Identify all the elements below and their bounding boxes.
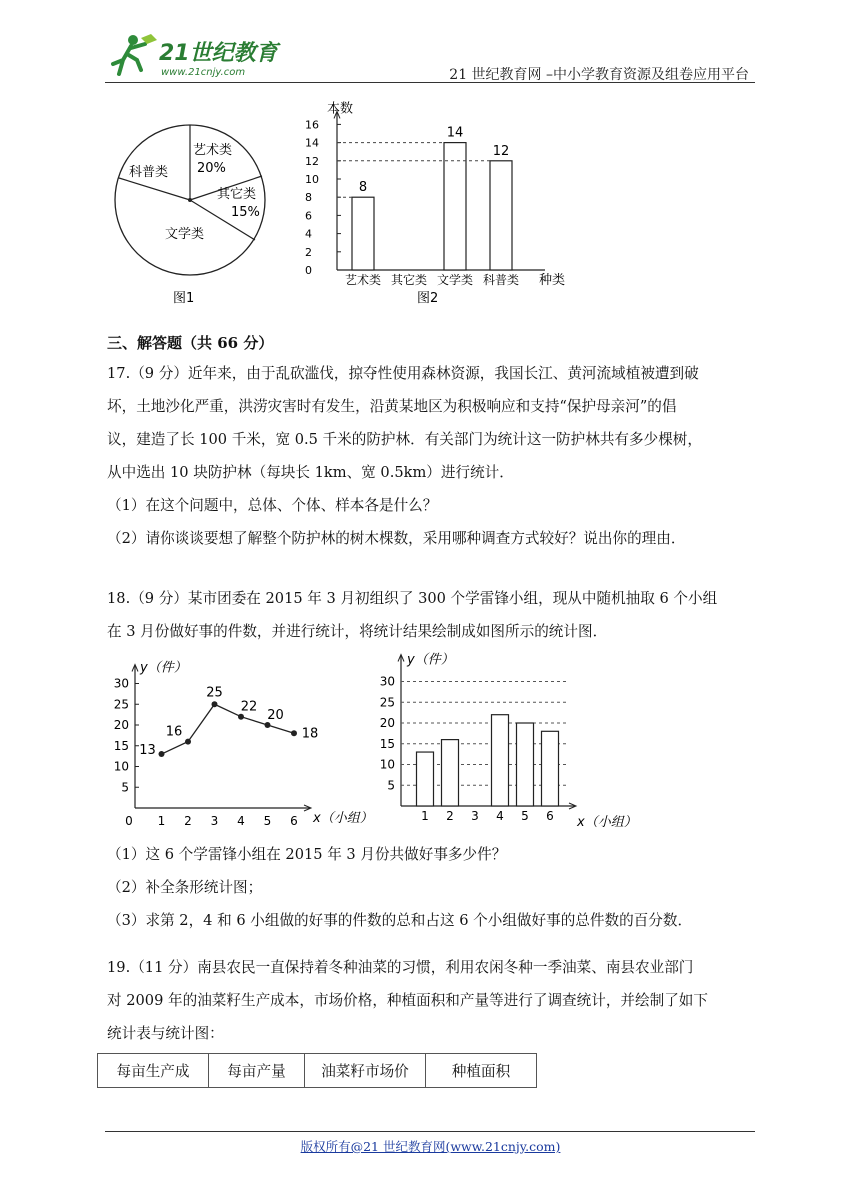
x-axis-label: 种类 [539, 273, 566, 288]
x-tick-label: 4 [496, 809, 504, 823]
table-row [98, 1054, 537, 1088]
y-tick-label: 10 [113, 759, 129, 774]
y-tick-label: 20 [113, 718, 129, 732]
section-title: 三、解答题（共 66 分） [107, 334, 274, 352]
x-tick-label: 6 [546, 809, 554, 823]
y-tick-label: 6 [305, 209, 312, 223]
y-axis-label: y（件） [140, 660, 187, 676]
y-tick-label: 15 [379, 736, 395, 751]
table-header-cell: 种植面积 [426, 1054, 537, 1088]
y-tick-label: 30 [379, 674, 395, 689]
data-point [212, 701, 218, 707]
data-label: 18 [301, 726, 319, 742]
y-tick-label: 5 [387, 778, 395, 793]
bar [352, 197, 374, 270]
logo-text: 21世纪教育 [159, 41, 278, 66]
question-19 [107, 951, 757, 1050]
q18-figures-svg [105, 648, 665, 838]
pie-chart [115, 125, 265, 306]
q17-line: 从中选出 10 块防护林（每块长 1km、宽 0.5km）进行统计． [107, 464, 514, 481]
bar-chart-good-deeds [380, 652, 637, 831]
data-point [291, 730, 297, 736]
footer-rule [105, 1131, 755, 1132]
x-tick-label: 文学类 [436, 273, 474, 287]
x-tick-label: 科普类 [482, 273, 520, 287]
x-tick-label: 其它类 [390, 273, 428, 287]
table-header-cell: 每亩生产成 [98, 1054, 209, 1088]
x-tick-label: 6 [290, 814, 298, 828]
bar-value-label: 8 [358, 180, 368, 196]
y-tick-label: 0 [305, 264, 312, 277]
logo-url-text: www.21cnjy.com [161, 67, 246, 78]
x-axis-label: x（小组） [577, 815, 637, 830]
x-tick-label: 1 [157, 814, 166, 828]
data-label: 13 [139, 743, 156, 759]
footer-link[interactable]: 版权所有@21 世纪教育网(www.21cnjy.com) [300, 1139, 561, 1154]
pie-label-science: 科普类 [129, 165, 169, 180]
y-tick-label: 30 [113, 676, 129, 691]
x-tick-label: 2 [184, 814, 192, 828]
bar [490, 161, 512, 270]
data-label: 22 [240, 699, 258, 715]
data-point [159, 751, 165, 757]
q17-line: 坏，土地沙化严重，洪涝灾害时有发生，沿黄某地区为积极响应和支持“保护母亲河”的倡 [107, 398, 677, 415]
runner-icon [113, 34, 157, 74]
top-figures-svg [105, 101, 585, 310]
bar [444, 143, 466, 270]
q17-sub-2: （2）请你谈谈要想了解整个防护林的树木棵数，采用哪种调查方式较好？说出你的理由． [107, 530, 686, 547]
fig2-caption: 图2 [417, 291, 439, 306]
bar-value-label: 12 [492, 143, 510, 159]
y-axis-label: y（件） [407, 652, 454, 668]
header-title: 21 世纪教育网 –中小学教育资源及组卷应用平台 [449, 67, 749, 83]
y-tick-label: 4 [305, 227, 312, 241]
data-label: 25 [206, 685, 223, 701]
bar [492, 715, 509, 806]
y-tick-label: 16 [305, 118, 319, 132]
x-axis-label: x（小组） [313, 811, 373, 826]
question-18 [107, 582, 757, 648]
logo [105, 30, 285, 80]
bar [442, 740, 459, 806]
y-tick-label: 5 [121, 780, 129, 795]
pie-label-literature: 文学类 [165, 227, 205, 242]
y-tick-label: 25 [379, 695, 395, 710]
q19-line: 19.（11 分）南县农民一直保持着冬种油菜的习惯，利用农闲冬种一季油菜、南县农业部门 [107, 959, 694, 976]
q18-line: 18.（9 分）某市团委在 2015 年 3 月初组织了 300 个学雷锋小组，现从中随机抽取 6 个小组 [107, 590, 718, 607]
stats-table [97, 1053, 537, 1088]
pie-divider-science [119, 178, 190, 200]
x-tick-label: 3 [210, 814, 219, 828]
y-axis-label: 本数 [327, 101, 354, 117]
q18-sub-1: （1）这 6 个学雷锋小组在 2015 年 3 月份共做好事多少件？ [107, 846, 507, 863]
x-tick-label: 4 [237, 814, 245, 828]
page-header [105, 30, 755, 86]
fig1-caption: 图1 [173, 291, 195, 306]
pie-label-art: 艺术类 [193, 143, 233, 158]
q17-line: 17.（9 分）近年来，由于乱砍滥伐，掠夺性使用森林资源，我国长江、黄河流域植被遭到破 [107, 365, 699, 382]
bar [517, 723, 534, 806]
x-tick-label: 5 [263, 814, 272, 828]
y-tick-label: 10 [379, 757, 395, 772]
y-tick-label: 8 [305, 191, 312, 205]
q18-sub-3: （3）求第 2，4 和 6 小组做的好事的件数的总和占这 6 个小组做好事的总件数的百分数． [107, 912, 693, 929]
y-tick-label: 25 [113, 697, 129, 712]
x-tick-label: 艺术类 [344, 273, 382, 287]
bar-chart-books [305, 100, 565, 306]
bar [542, 731, 559, 806]
x-tick-label: 3 [471, 809, 479, 823]
y-tick-label: 2 [305, 245, 312, 259]
y-tick-label: 15 [113, 738, 129, 753]
table-header-cell: 油菜籽市场价 [305, 1054, 426, 1088]
q18-sub-2: （2）补全条形统计图； [107, 879, 263, 896]
x-tick-label: 5 [521, 809, 529, 823]
y-tick-label: 14 [305, 136, 319, 150]
bar [417, 752, 434, 806]
q19-line: 对 2009 年的油菜籽生产成本，市场价格，种植面积和产量等进行了调查统计，并绘制了如下 [107, 992, 708, 1009]
table-header-cell: 每亩产量 [209, 1054, 305, 1088]
data-label: 16 [165, 724, 183, 740]
x-tick-label: 1 [421, 809, 429, 823]
y-tick-label: 10 [305, 173, 319, 186]
y-tick-label: 20 [379, 716, 395, 730]
pie-center [188, 198, 192, 202]
q17-line: 议，建造了长 100 千米，宽 0.5 千米的防护林．有关部门为统计这一防护林共有多少棵树， [107, 431, 702, 448]
header-rule [105, 82, 755, 83]
pie-pct-art: 20% [197, 161, 226, 176]
data-point [185, 739, 191, 745]
y-tick-label: 12 [305, 154, 319, 168]
pie-label-other: 其它类 [217, 187, 257, 202]
q19-line: 统计表与统计图： [107, 1025, 224, 1042]
q17-sub-1: （1）在这个问题中，总体、个体、样本各是什么？ [107, 497, 438, 514]
x-tick-label: 0 [125, 814, 133, 828]
line-chart-good-deeds [114, 660, 373, 829]
x-tick-label: 2 [446, 809, 454, 823]
question-17 [107, 357, 757, 555]
pie-pct-other: 15% [231, 205, 260, 220]
top-figures [105, 101, 585, 310]
bar-value-label: 14 [446, 125, 464, 141]
q18-line: 在 3 月份做好事的件数，并进行统计，将统计结果绘制成如图所示的统计图． [107, 623, 608, 640]
data-label: 20 [267, 708, 284, 723]
q18-figures [105, 648, 665, 838]
question-18-subquestions [107, 838, 757, 937]
